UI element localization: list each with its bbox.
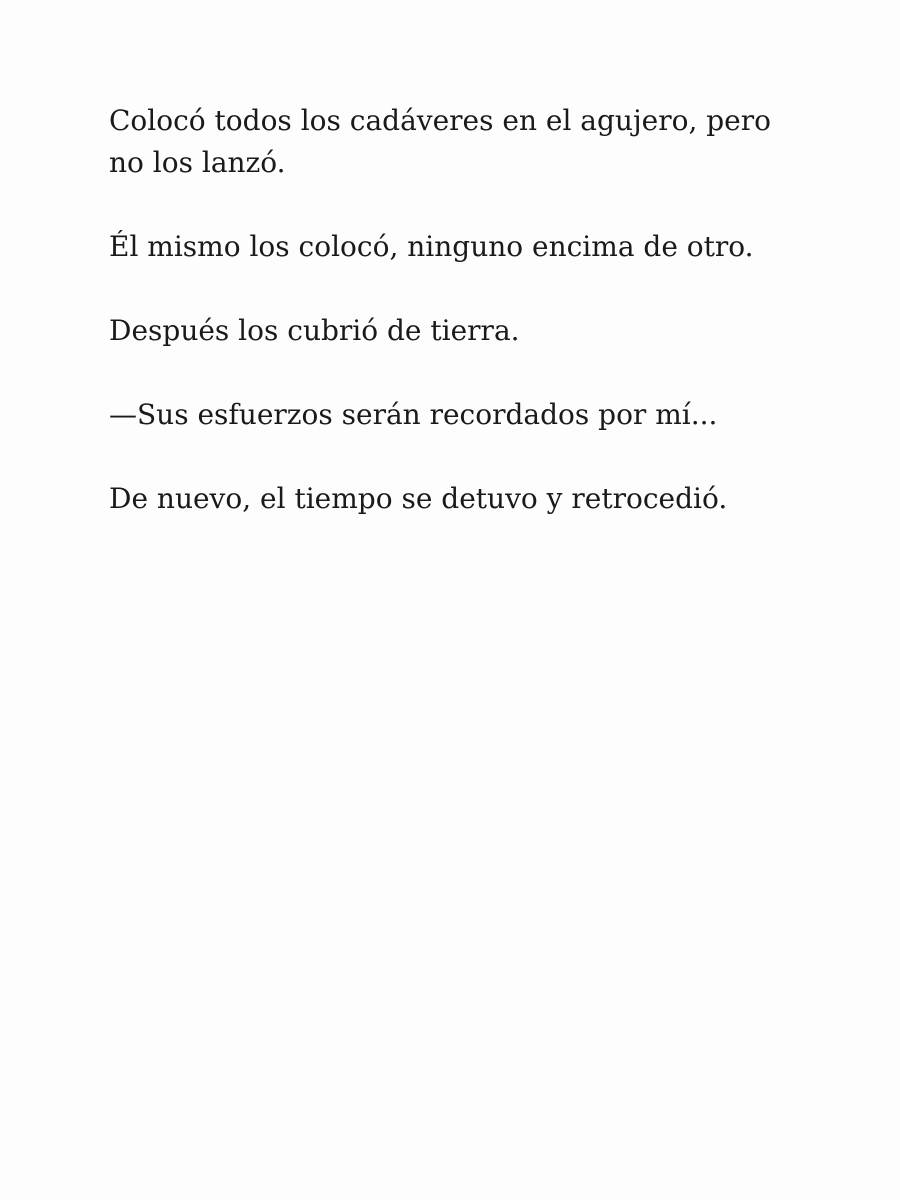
story-text (109, 100, 789, 562)
paragraph-3: Después los cubrió de tierra. (109, 314, 520, 347)
paragraph-1: Colocó todos los cadáveres en el agujero, pero no los lanzó. (109, 104, 771, 179)
paragraph-2: Él mismo los colocó, ninguno encima de otro. (109, 230, 754, 263)
paragraph-5: De nuevo, el tiempo se detuvo y retrocedió. (109, 482, 728, 515)
paragraph-4: —Sus esfuerzos serán recordados por mí... (109, 398, 718, 431)
